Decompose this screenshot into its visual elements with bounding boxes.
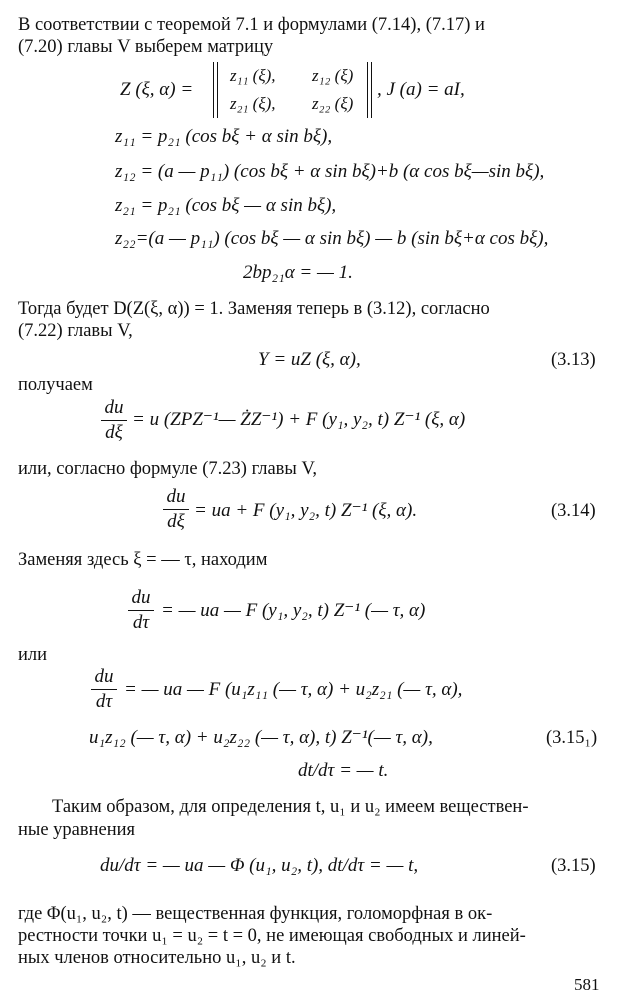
equation-3-15-1-line-1: = — ua — F (u₁z₁₁ (— τ, α) + u₂z₂₁ (— τ, α), [124,679,463,700]
fraction-du-dtau-1 [128,587,154,634]
matrix-lhs: Z (ξ, α) = [120,79,194,100]
equation-3-15-1-line-2: u₁z₁₂ (— τ, α) + u₂z₂₂ (— τ, α), t) Z⁻¹(— τ, α), [89,727,433,748]
page-number: 581 [574,975,600,994]
matrix-rhs: , J (a) = aI, [377,79,465,100]
where-line-3: ных членов относительно u₁, u₂ и t. [18,948,296,968]
equation-3-15: du/dτ = — ua — Φ (u₁, u₂, t), dt/dτ = — t, [100,855,419,876]
then-line-2: (7.22) главы V, [18,321,133,341]
fraction-numerator: du [94,666,114,687]
equation-z21: z₂₁ = p₂₁ (cos bξ — α sin bξ), [115,195,337,216]
matrix-a22: z₂₂ (ξ) [312,94,354,113]
matrix-a12: z₁₂ (ξ) [312,66,354,85]
fraction-numerator: du [166,486,186,507]
equation-z12: z₁₂ = (a — p₁₁) (cos bξ + α sin bξ)+b (α cos bξ—sin bξ), [115,161,545,182]
replace-text: Заменяя здесь ξ = — τ, находим [18,550,268,570]
fraction-du-dxi-1 [101,397,127,444]
matrix-a11: z₁₁ (ξ), [230,66,276,85]
where-line-1: где Φ(u₁, u₂, t) — вещественная функция, голоморфная в ок- [18,904,493,924]
fraction-denominator: dξ [105,422,123,443]
fraction-bar [101,420,127,421]
matrix-right-bar [367,62,372,118]
fraction-numerator: du [131,587,151,608]
obtain-text: получаем [18,375,93,395]
fraction-denominator: dτ [95,691,113,712]
equation-z11: z₁₁ = p₂₁ (cos bξ + α sin bξ), [115,126,333,147]
equation-number-3-15: (3.15) [551,856,596,876]
matrix-left-bar [213,62,218,118]
or-formula-text: или, согласно формуле (7.23) главы V, [18,459,318,479]
equation-3-15-1-line-3: dt/dτ = — t. [298,760,389,781]
equation-z22: z₂₂=(a — p₁₁) (cos bξ — α sin bξ) — b (sin bξ+α cos bξ), [115,228,549,249]
equation-du-dtau-rhs: = — ua — F (y₁, y₂, t) Z⁻¹ (— τ, α) [161,600,426,621]
fraction-denominator: dτ [132,612,150,633]
where-line-2: рестности точки u₁ = u₂ = t = 0, не имеющая свободных и линей- [18,926,526,946]
equation-number-3-14: (3.14) [551,501,596,521]
fraction-bar [163,509,189,510]
then-line-1: Тогда будет D(Z(ξ, α)) = 1. Заменяя теперь в (3.12), согласно [18,299,490,319]
equation-number-3-13: (3.13) [551,350,596,370]
fraction-bar [128,610,154,611]
intro-line-1: В соответствии с теоремой 7.1 и формулами (7.14), (7.17) и [18,15,485,35]
equation-number-3-15-1: (3.15₁) [546,728,598,748]
fraction-denominator: dξ [167,511,185,532]
equation-3-13: Y = uZ (ξ, α), [258,349,361,370]
or-text: или [18,645,48,665]
fraction-bar [91,689,117,690]
equation-condition: 2bp₂₁α = — 1. [243,262,353,283]
intro-line-2: (7.20) главы V выберем матрицу [18,37,274,57]
fraction-du-dxi-2 [163,486,189,533]
matrix-a21: z₂₁ (ξ), [230,94,276,113]
thus-line-2: ные уравнения [18,820,136,840]
equation-3-14: = ua + F (y₁, y₂, t) Z⁻¹ (ξ, α). [194,500,418,521]
thus-line-1: Таким образом, для определения t, u₁ и u₂ имеем веществен- [52,797,529,817]
equation-du-dxi-rhs: = u (ZPZ⁻¹— ŻZ⁻¹) + F (y₁, y₂, t) Z⁻¹ (ξ, α) [132,409,466,430]
fraction-du-dtau-2 [91,666,117,713]
fraction-numerator: du [104,397,124,418]
